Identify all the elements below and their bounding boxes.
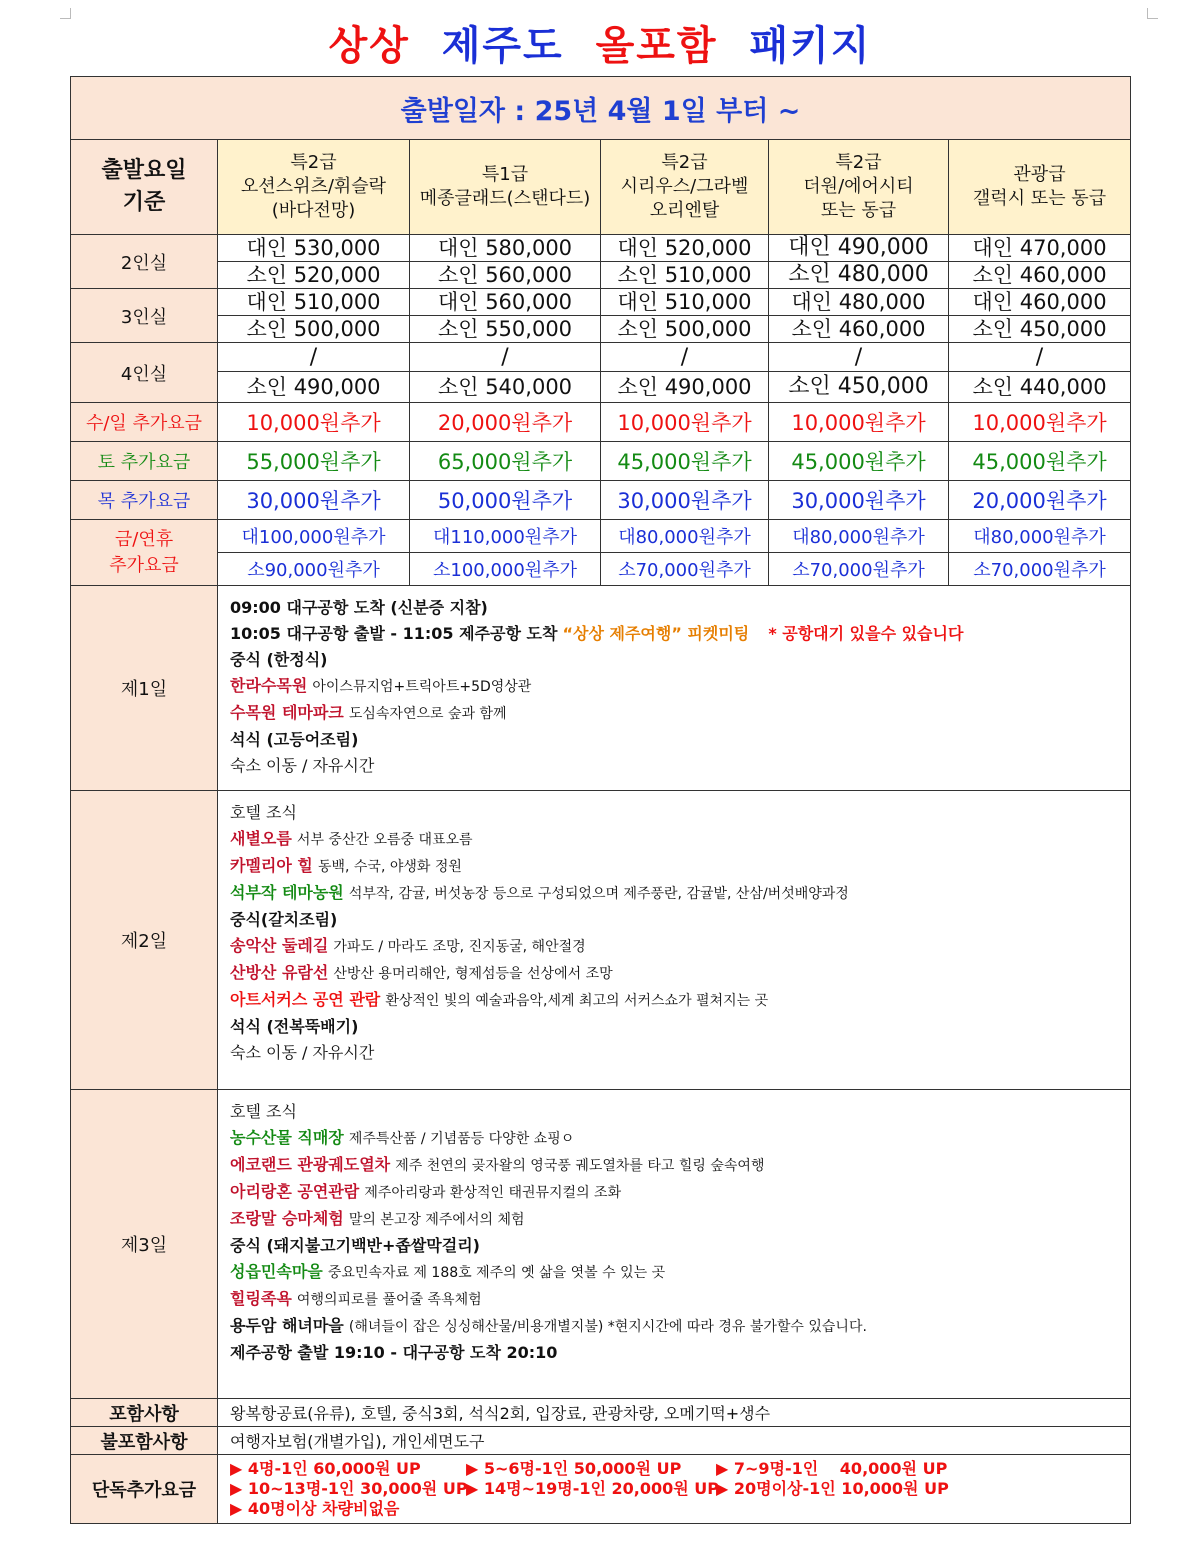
price-cell: /: [601, 343, 769, 372]
price-cell: 소인 500,000: [601, 316, 769, 343]
solo-item: ▶ 7~9명-1인 40,000원 UP: [716, 1459, 948, 1478]
itinerary-line: 수목원 테마파크 도심속자연으로 숲과 함께: [230, 703, 507, 722]
day3-itinerary: [218, 1090, 1131, 1399]
holiday-cell: 소90,000원추가: [218, 553, 410, 586]
surcharge-label: 수/일 추가요금: [71, 403, 218, 442]
itinerary-line: 새별오름 서부 중산간 오름중 대표오름: [230, 829, 473, 848]
surcharge-cell: 30,000원추가: [769, 481, 949, 520]
surcharge-cell: 65,000원추가: [410, 442, 601, 481]
price-cell: 대인 510,000: [601, 289, 769, 316]
hotel-name: 메종글래드(스탠다드): [419, 188, 591, 209]
itinerary-line: 농수산물 직매장 제주특산품 / 기념품등 다양한 쇼핑ㅇ: [230, 1128, 575, 1147]
solo-row: [230, 1499, 1118, 1519]
room-label: 3인실: [71, 289, 218, 343]
day-label: 제1일: [71, 586, 218, 791]
surcharge-cell: 30,000원추가: [601, 481, 769, 520]
day-label: 제2일: [71, 791, 218, 1090]
price-cell: 소인 490,000: [601, 372, 769, 403]
holiday-label-line: 추가요금: [109, 554, 179, 576]
included-text: 왕복항공료(유류), 호텔, 중식3회, 석식2회, 입장료, 관광차량, 오메기떡+생수: [218, 1399, 1131, 1427]
hotel-grade: 특2급: [661, 152, 708, 173]
price-cell: /: [410, 343, 601, 372]
itinerary-line: 송악산 둘레길 가파도 / 마라도 조망, 진지동굴, 해안절경: [230, 936, 586, 955]
surcharge-cell: 45,000원추가: [601, 442, 769, 481]
solo-surcharge-list: [218, 1455, 1131, 1524]
itinerary-line: 호텔 조식: [230, 1102, 297, 1121]
basis-label-line: 기준: [122, 190, 166, 215]
surcharge-cell: 30,000원추가: [218, 481, 410, 520]
itinerary-line: 석부작 테마농원 석부작, 감귤, 버섯농장 등으로 구성되었으며 제주풍란, 감귤밭, 산삼/버섯배양과정: [230, 883, 849, 902]
holiday-cell: 소70,000원추가: [601, 553, 769, 586]
itinerary-line: 카멜리아 힐 동백, 수국, 야생화 정원: [230, 856, 462, 875]
holiday-cell: 소70,000원추가: [949, 553, 1131, 586]
page-title: [0, 14, 1200, 71]
price-cell: 소인 510,000: [601, 262, 769, 289]
solo-row: [230, 1479, 1118, 1499]
itinerary-line: 석식 (전복뚝배기): [230, 1017, 359, 1036]
holiday-cell: 대110,000원추가: [410, 520, 601, 553]
holiday-cell: 대80,000원추가: [601, 520, 769, 553]
price-cell: 소인 460,000: [769, 316, 949, 343]
hotel-header: [410, 140, 601, 235]
hotel-grade: 특2급: [290, 152, 337, 173]
surcharge-cell: 10,000원추가: [218, 403, 410, 442]
surcharge-cell: 10,000원추가: [769, 403, 949, 442]
holiday-cell: 대80,000원추가: [769, 520, 949, 553]
included-label: 포함사항: [71, 1399, 218, 1427]
surcharge-label: 목 추가요금: [71, 481, 218, 520]
itinerary-line: 용두암 해녀마을 (해녀들이 잡은 싱싱해산물/비용개별지불) *현지시간에 따라 경유 불가할수 있습니다.: [230, 1316, 867, 1335]
holiday-cell: 소70,000원추가: [769, 553, 949, 586]
surcharge-cell: 10,000원추가: [949, 403, 1131, 442]
price-cell: 소인 500,000: [218, 316, 410, 343]
hotel-name: 오션스위츠/휘슬락: [240, 176, 387, 197]
surcharge-cell: 10,000원추가: [601, 403, 769, 442]
price-cell: 대인 520,000: [601, 235, 769, 262]
itinerary-line: 09:00 대구공항 도착 (신분증 지참): [230, 598, 488, 617]
excluded-text: 여행자보험(개별가입), 개인세면도구: [218, 1427, 1131, 1455]
title-part: 패키지: [749, 23, 872, 69]
itinerary-line: 산방산 유람선 산방산 용머리해안, 형제섬등을 선상에서 조망: [230, 963, 613, 982]
itinerary-line: 아리랑혼 공연관람 제주아리랑과 환상적인 태권뮤지컬의 조화: [230, 1182, 622, 1201]
hotel-header: [218, 140, 410, 235]
solo-item: ▶ 5~6명-1인 50,000원 UP: [466, 1459, 682, 1478]
price-cell: 소인 460,000: [949, 262, 1131, 289]
hotel-grade: 특1급: [481, 164, 529, 185]
itinerary-line: 중식 (한정식): [230, 650, 328, 669]
itinerary-line: 석식 (고등어조림): [230, 730, 359, 749]
hotel-name: 더원/에어시티: [803, 176, 914, 197]
price-cell: 소인 450,000: [769, 372, 949, 403]
excluded-label: 불포함사항: [71, 1427, 218, 1455]
price-cell: 대인 560,000: [410, 289, 601, 316]
solo-item: ▶ 4명-1인 60,000원 UP: [230, 1459, 421, 1478]
itinerary-line: 조랑말 승마체험 말의 본고장 제주에서의 체험: [230, 1209, 525, 1228]
price-cell: 소인 550,000: [410, 316, 601, 343]
solo-row: [230, 1459, 1118, 1479]
price-cell: 대인 580,000: [410, 235, 601, 262]
surcharge-cell: 20,000원추가: [410, 403, 601, 442]
price-cell: 소인 450,000: [949, 316, 1131, 343]
surcharge-cell: 55,000원추가: [218, 442, 410, 481]
holiday-cell: 대100,000원추가: [218, 520, 410, 553]
price-cell: 소인 480,000: [769, 262, 949, 289]
hotel-header: [601, 140, 769, 235]
day-label: 제3일: [71, 1090, 218, 1399]
price-cell: 소인 540,000: [410, 372, 601, 403]
itinerary-line: 에코랜드 관광궤도열차 제주 천연의 곶자왈의 영국풍 궤도열차를 타고 힐링 숲속여행: [230, 1155, 765, 1174]
departure-date-header: 출발일자 : 25년 4월 1일 부터 ~: [71, 77, 1131, 140]
hotel-note: 오리엔탈: [649, 200, 720, 221]
itinerary-line: 숙소 이동 / 자유시간: [230, 756, 375, 775]
day2-itinerary: [218, 791, 1131, 1090]
price-cell: 대인 490,000: [769, 235, 949, 262]
hotel-note: 또는 동급: [820, 200, 897, 221]
title-part: 제주도: [441, 23, 564, 69]
itinerary-line: 중식(갈치조림): [230, 910, 338, 929]
price-cell: 소인 490,000: [218, 372, 410, 403]
price-cell: 소인 440,000: [949, 372, 1131, 403]
itinerary-line: 중식 (돼지불고기백반+좁쌀막걸리): [230, 1236, 480, 1255]
surcharge-cell: 45,000원추가: [769, 442, 949, 481]
price-cell: 소인 520,000: [218, 262, 410, 289]
surcharge-cell: 20,000원추가: [949, 481, 1131, 520]
solo-item: ▶ 20명이상-1인 10,000원 UP: [716, 1479, 949, 1498]
solo-item: ▶ 14명~19명-1인 20,000원 UP: [466, 1479, 720, 1498]
itinerary-line: 한라수목원 아이스뮤지엄+트릭아트+5D영상관: [230, 676, 532, 695]
hotel-name: 시리우스/그라벨: [620, 176, 749, 197]
solo-item: ▶ 40명이상 차량비없음: [230, 1499, 400, 1518]
surcharge-label: 토 추가요금: [71, 442, 218, 481]
price-cell: 대인 480,000: [769, 289, 949, 316]
holiday-cell: 대80,000원추가: [949, 520, 1131, 553]
surcharge-cell: 50,000원추가: [410, 481, 601, 520]
itinerary-line: 아트서커스 공연 관람 환상적인 빛의 예술과음악,세계 최고의 서커스쇼가 펼쳐지는 곳: [230, 990, 769, 1009]
hotel-name: 갤럭시 또는 동급: [972, 188, 1107, 209]
hotel-note: (바다전망): [271, 200, 356, 221]
title-part: 올포함: [595, 23, 718, 69]
holiday-cell: 소100,000원추가: [410, 553, 601, 586]
surcharge-cell: 45,000원추가: [949, 442, 1131, 481]
itinerary-line: 힐링족욕 여행의피로를 풀어줄 족욕체험: [230, 1289, 482, 1308]
itinerary-line: 제주공항 출발 19:10 - 대구공항 도착 20:10: [230, 1343, 558, 1362]
price-cell: /: [949, 343, 1131, 372]
basis-label-line: 출발요일: [101, 158, 187, 183]
hotel-header: [949, 140, 1131, 235]
hotel-grade: 특2급: [835, 152, 882, 173]
price-cell: 대인 530,000: [218, 235, 410, 262]
package-table: [70, 76, 1131, 1524]
room-label: 4인실: [71, 343, 218, 403]
hotel-header: [769, 140, 949, 235]
price-cell: 소인 560,000: [410, 262, 601, 289]
price-cell: 대인 460,000: [949, 289, 1131, 316]
itinerary-line: 성읍민속마을 중요민속자료 제 188호 제주의 옛 삶을 엿볼 수 있는 곳: [230, 1262, 666, 1281]
price-cell: 대인 510,000: [218, 289, 410, 316]
room-label: 2인실: [71, 235, 218, 289]
price-cell: /: [769, 343, 949, 372]
basis-label: [71, 140, 218, 235]
holiday-surcharge-label: [71, 520, 218, 586]
solo-surcharge-label: 단독추가요금: [71, 1455, 218, 1524]
itinerary-line: 호텔 조식: [230, 803, 297, 822]
title-part: 상상: [328, 23, 410, 69]
solo-item: ▶ 10~13명-1인 30,000원 UP: [230, 1479, 468, 1498]
hotel-grade: 관광급: [1013, 164, 1066, 185]
day1-itinerary: [218, 586, 1131, 791]
itinerary-line: 10:05 대구공항 출발 - 11:05 제주공항 도착 “상상 제주여행” 피켓미팅 * 공항대기 있을수 있습니다: [230, 624, 964, 643]
holiday-label-line: 금/연휴: [114, 528, 174, 550]
itinerary-line: 숙소 이동 / 자유시간: [230, 1043, 375, 1062]
price-cell: /: [218, 343, 410, 372]
price-cell: 대인 470,000: [949, 235, 1131, 262]
